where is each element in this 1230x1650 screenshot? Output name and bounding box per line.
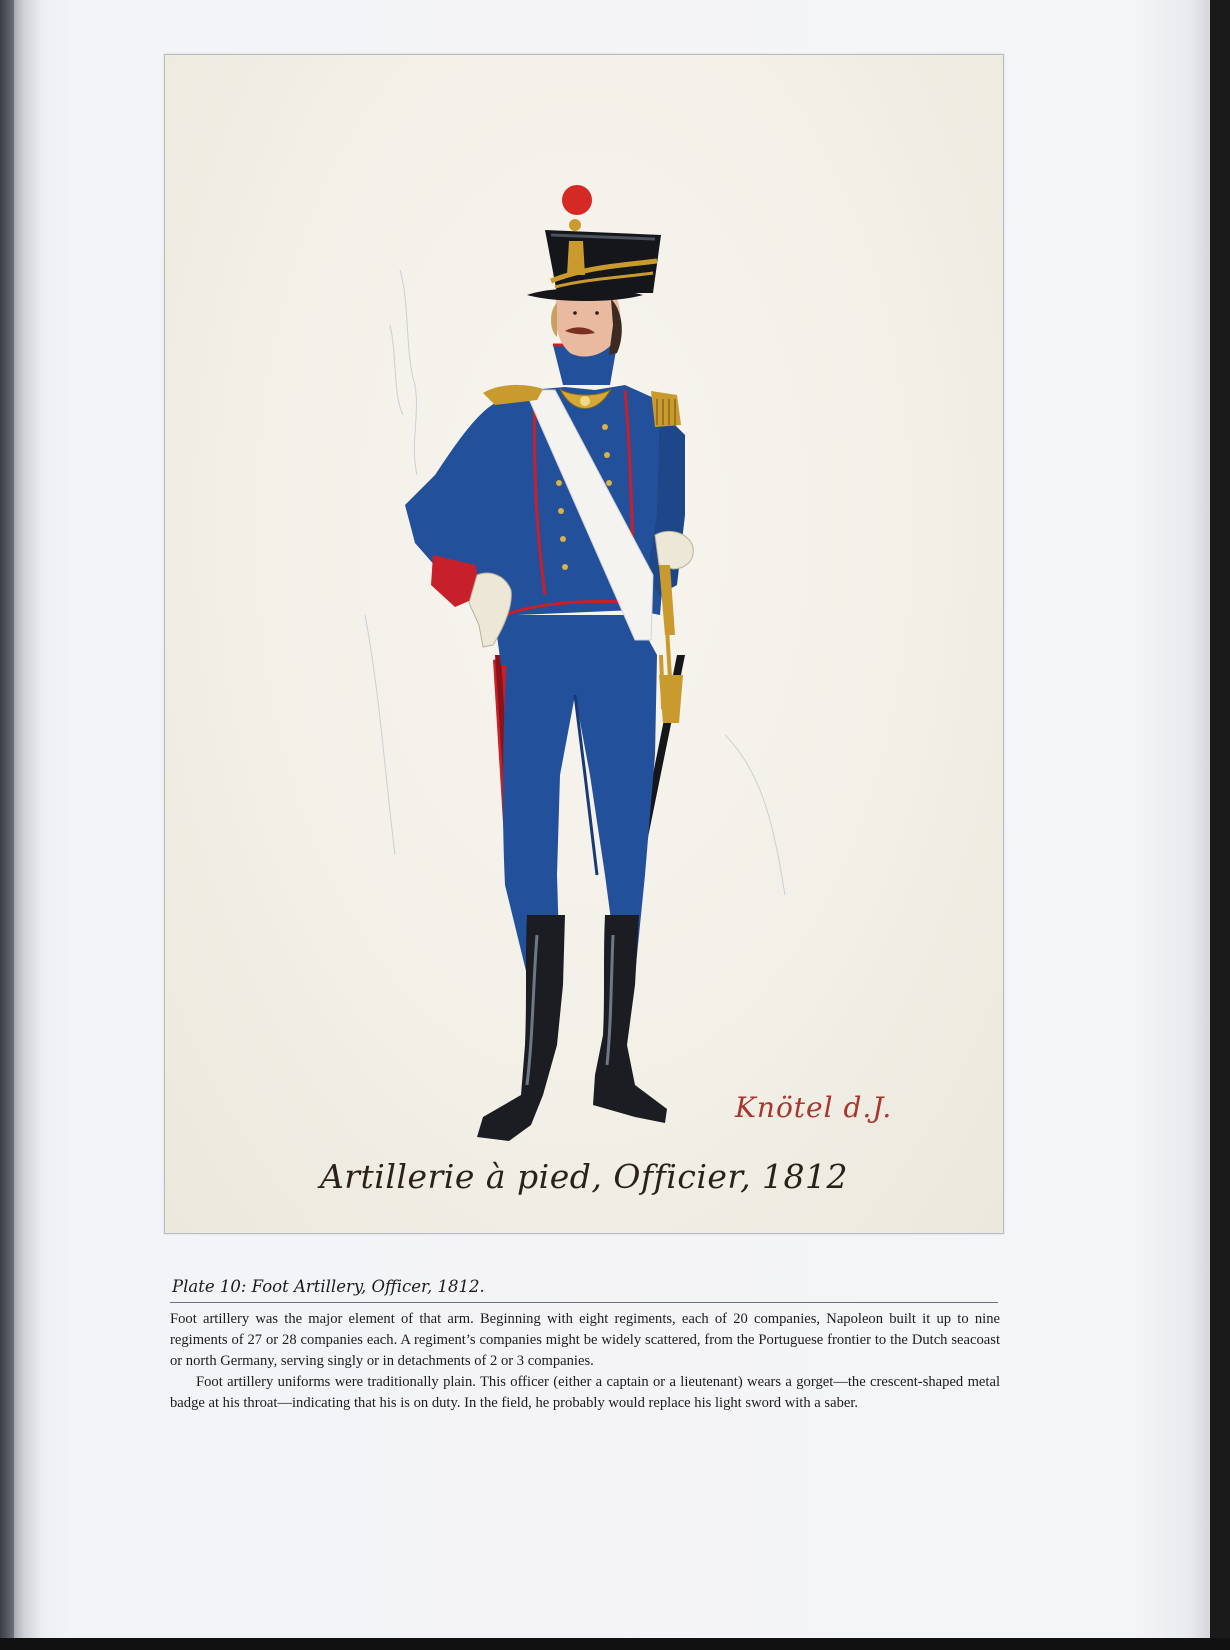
right-epaulette: [651, 391, 681, 427]
hair: [551, 303, 557, 337]
right-glove: [655, 531, 693, 569]
plate-caption: Artillerie à pied, Officier, 1812: [319, 1157, 849, 1196]
caption-title: Plate 10: Foot Artillery, Officer, 1812.: [172, 1277, 485, 1296]
artist-signature: Knötel d.J.: [735, 1091, 893, 1124]
sword-knot-tassel: [659, 675, 683, 723]
shako-plate: [567, 241, 585, 275]
eye-left: [573, 311, 577, 315]
illustration-plate: [164, 54, 1004, 1234]
book-spine-shadow: [0, 0, 14, 1650]
caption-paragraph: Foot artillery was the major element of that arm. Beginning with eight regiments, each of 20 companies, Napoleon built it up to nine regiments of 27 or 28 companies each. A regiment’s companies might be widely scattered, from the Portuguese frontier to the Dutch seacoast or north Germany, serving singly or in detachments of 2 or 3 companies.: [170, 1311, 1000, 1369]
right-boot: [593, 915, 667, 1123]
caption-divider: [170, 1302, 998, 1303]
scan-border: [0, 1638, 1230, 1650]
eye-right: [595, 311, 599, 315]
caption-paragraph: Foot artillery uniforms were traditionally plain. This officer (either a captain or a lieutenant) wears a gorget—the crescent-shaped metal badge at his throat—indicating that his is on duty. In the field, he probably would replace his light sword with a saber.: [170, 1374, 1000, 1411]
cockade: [569, 219, 581, 231]
pompon: [562, 185, 592, 215]
caption-body: [170, 1309, 1000, 1414]
officer-illustration: [165, 55, 1003, 1233]
gorget-badge: [580, 396, 590, 406]
